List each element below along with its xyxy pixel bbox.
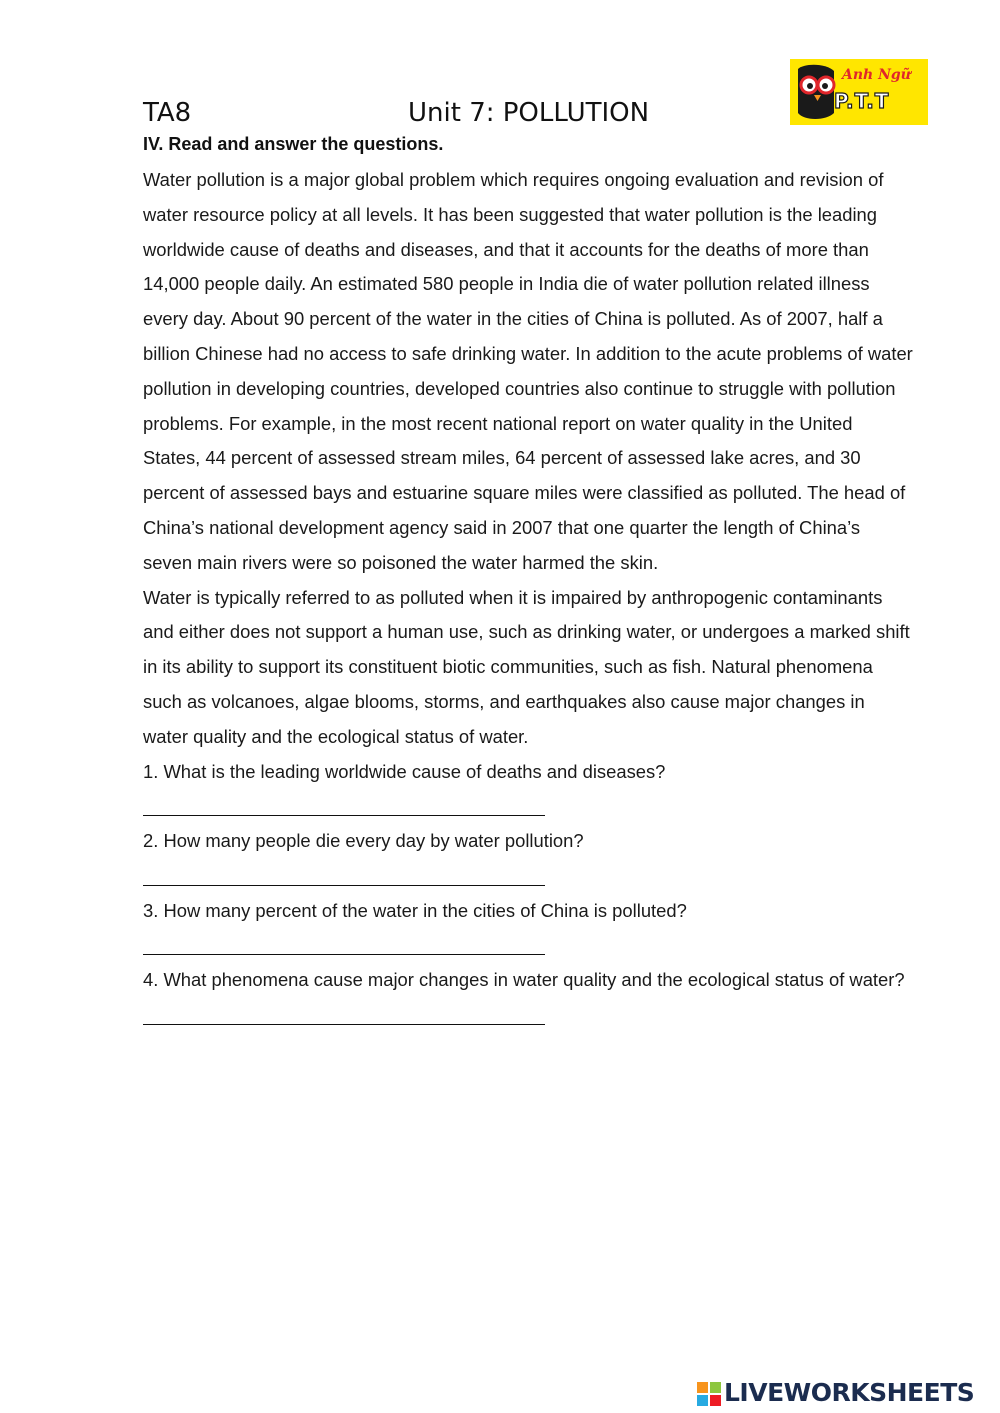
question-3: 3. How many percent of the water in the cities of China is polluted? [143,899,687,921]
class-code: TA8 [143,98,192,128]
question-2: 2. How many people die every day by water pollution? [143,830,584,852]
school-logo [790,59,928,125]
liveworksheets-logo [697,1378,997,1408]
page-title: Unit 7: POLLUTION [408,98,650,128]
question-1: 1. What is the leading worldwide cause of deaths and diseases? [143,760,666,782]
passage-paragraph-1: Water pollution is a major global problem which requires ongoing evaluation and revision of water resource policy at all levels. It has been suggested that water pollution is the leading worldwide cause of deaths and diseases, and that it accounts for the deaths of more than 14,000 people daily. An estimated 580 people in India die of water pollution related illness every day. About 90 percent of the water in the cities of China is polluted. As of 2007, half a billion Chinese had no access to safe drinking water. In addition to the acute problems of water pollution in developing countries, developed countries also continue to struggle with pollution problems. For example, in the most recent national report on water quality in the United States, 44 percent of assessed stream miles, 64 percent of assessed lake acres, and 30 percent of assessed bays and estuarine square miles were classified as polluted. The head of China’s national development agency said in 2007 that one quarter the length of China’s seven main rivers were so poisoned the water harmed the skin. [143,169,913,573]
passage-paragraph-2: Water is typically referred to as polluted when it is impaired by anthropogenic contaminants and either does not support a human use, such as drinking water, or undergoes a marked shift in its ability to support its constituent biotic communities, such as fish. Natural phenomena such as volcanoes, algae blooms, storms, and earthquakes also cause major changes in water quality and the ecological status of water. [143,586,910,747]
logo-bottom-text: P.T.T [834,89,890,113]
liveworksheets-brand-text: LIVEWORKSHEETS [724,1378,975,1407]
liveworksheets-grid-icon [697,1382,721,1406]
section-heading: IV. Read and answer the questions. [143,134,444,154]
question-4: 4. What phenomena cause major changes in water quality and the ecological status of water? [143,969,905,991]
logo-top-text: Anh Ngữ [842,67,911,83]
worksheet-content [143,163,913,1033]
